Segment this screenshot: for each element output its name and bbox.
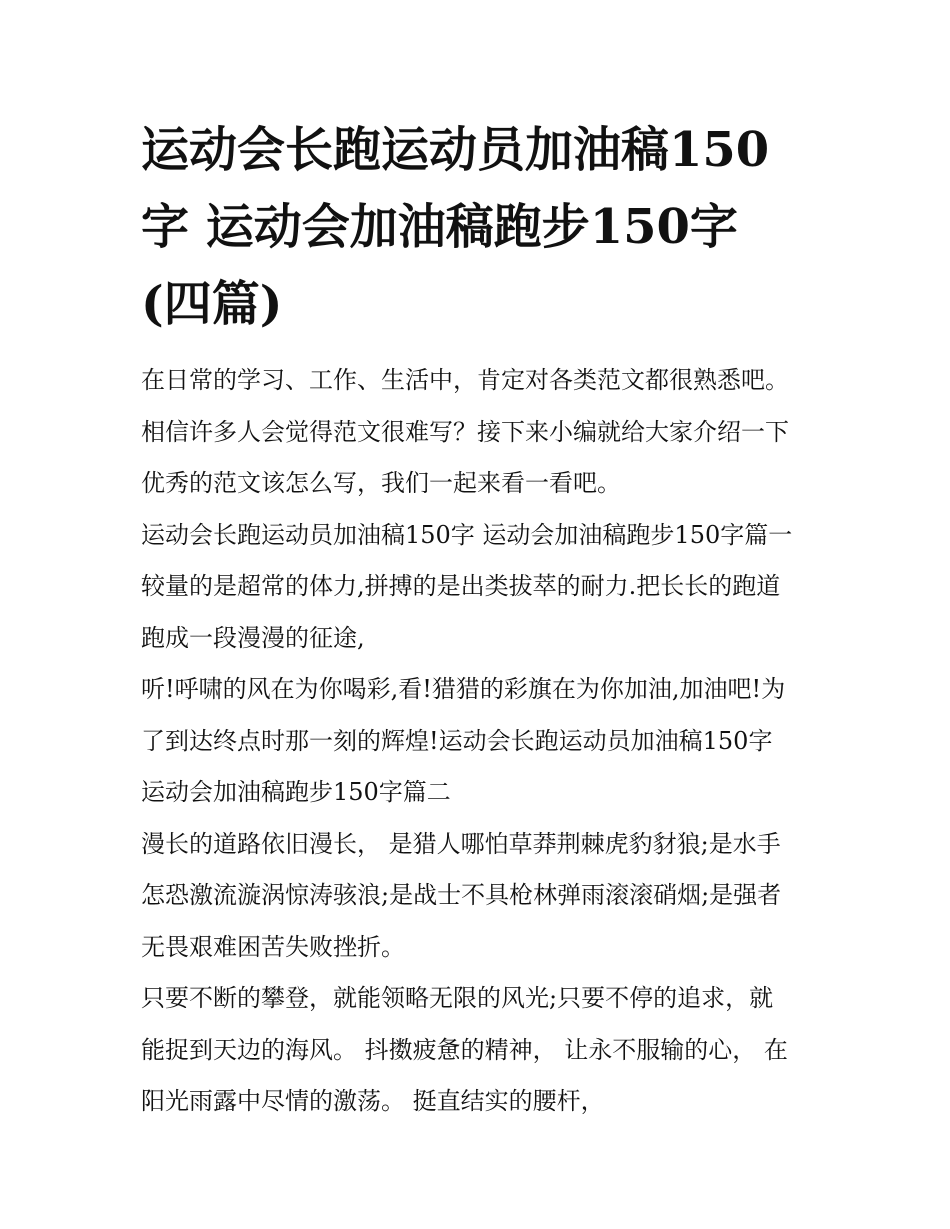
body-line: 运动会加油稿跑步150字篇二 bbox=[141, 778, 451, 806]
body-line: 较量的是超常的体力,拼搏的是出类拔萃的耐力.把长长的跑道 bbox=[141, 572, 781, 600]
document-title bbox=[141, 112, 821, 343]
body-line: 在日常的学习、工作、生活中，肯定对各类范文都很熟悉吧。 bbox=[141, 366, 789, 394]
body-line: 怎恐激流漩涡惊涛骇浪;是战士不具枪林弹雨滚滚硝烟;是强者 bbox=[141, 881, 782, 909]
body-line: 只要不断的攀登，就能领略无限的风光;只要不停的追求，就 bbox=[141, 984, 774, 1012]
body-line: 听!呼啸的风在为你喝彩,看!猎猎的彩旗在为你加油,加油吧!为 bbox=[141, 675, 786, 703]
title-line: (四篇) bbox=[141, 276, 283, 332]
body-line: 无畏艰难困苦失败挫折。 bbox=[141, 932, 405, 961]
body-line: 优秀的范文该怎么写，我们一起来看一看吧。 bbox=[141, 469, 621, 497]
body-line: 运动会长跑运动员加油稿150字 运动会加油稿跑步150字篇一 bbox=[141, 520, 793, 549]
body-line: 阳光雨露中尽情的激荡。 挺直结实的腰杆， bbox=[141, 1087, 605, 1115]
title-line: 字 运动会加油稿跑步150字 bbox=[141, 199, 738, 255]
body-line: 漫长的道路依旧漫长， 是猎人哪怕草莽荆棘虎豹豺狼;是水手 bbox=[141, 829, 781, 858]
document-body bbox=[141, 355, 821, 1128]
body-line: 跑成一段漫漫的征途, bbox=[141, 623, 365, 652]
title-line: 运动会长跑运动员加油稿150 bbox=[141, 122, 770, 178]
body-line: 相信许多人会觉得范文很难写？接下来小编就给大家介绍一下 bbox=[141, 417, 789, 446]
body-line: 能捉到天边的海风。 抖擞疲惫的精神， 让永不服输的心， 在 bbox=[141, 1035, 788, 1064]
body-line: 了到达终点时那一刻的辉煌!运动会长跑运动员加油稿150字 bbox=[141, 726, 773, 755]
